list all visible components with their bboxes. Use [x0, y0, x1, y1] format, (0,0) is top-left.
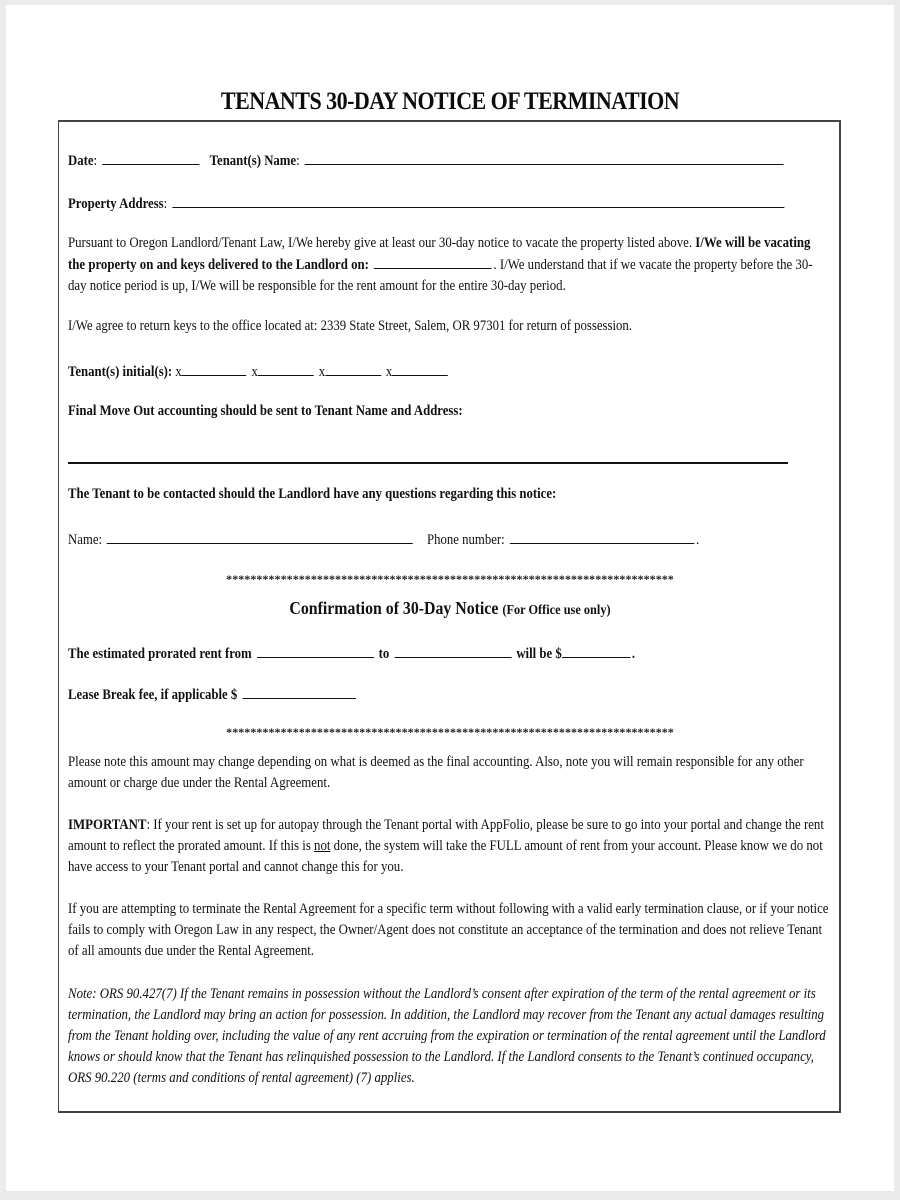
initial-field-1[interactable]	[182, 361, 247, 376]
contact-heading: The Tenant to be contacted should the Landlord have any questions regarding this notice:	[68, 486, 557, 502]
document-title: TENANTS 30-DAY NOTICE OF TERMINATION	[220, 88, 680, 115]
initial-field-4[interactable]	[392, 361, 448, 376]
phone-field[interactable]	[510, 529, 694, 544]
contact-name-field[interactable]	[107, 529, 413, 544]
tenant-name-label: Tenant(s) Name	[209, 153, 297, 169]
property-address-label: Property Address	[68, 196, 164, 212]
prorated-amount-field[interactable]	[562, 643, 630, 658]
prorated-to-field[interactable]	[394, 643, 511, 658]
ors-note-paragraph: Note: ORS 90.427(7) If the Tenant remains in possession without the Landlord’s consent after expiration of the term of the rental agreement or its termination, the Landlord may bring an action for possession. In addition, the Landlord may recover from the Tenant any actual damages resulting from the Tenant holding over, including the value of any rent accruing from the expiration or termination of the rental agreement until the Landlord knows or should know that the Tenant has relinquished possession to the Landlord. If the Landlord consents to the Tenant’s continued occupancy, ORS 90.220 (terms and conditions of rental agreement) (7) applies.	[68, 986, 826, 1086]
property-address-row: Property Address:	[68, 193, 786, 213]
phone-label: Phone number:	[427, 532, 505, 548]
date-field[interactable]	[102, 150, 199, 165]
amount-note-paragraph: Please note this amount may change depending on what is deemed as the final accounting. Also, note you will remain responsible for any other amount or charge due under the Rental Agreement.	[68, 754, 804, 791]
tenant-name-field[interactable]	[305, 150, 784, 165]
vacate-date-statement: I/We will be vacating the property on and keys delivered to the Landlord on:	[68, 235, 811, 273]
termination-clause-paragraph: If you are attempting to terminate the Rental Agreement for a specific term without following with a valid early termination clause, or if your notice fails to comply with Oregon Law in any respect, the Owner/Agent does not constitute an acceptance of the termination and does not relieve Tenant of all amounts due under the Rental Agreement.	[68, 901, 829, 959]
lease-break-fee-field[interactable]	[242, 684, 355, 699]
notice-paragraph: Pursuant to Oregon Landlord/Tenant Law, I/We hereby give at least our 30-day notice to vacate the property listed above. I/We will be vacating the property on and keys delivered to the Landlord on: . I/We understand that if we vacate the property before the 30-day notice period is up, I/We will be responsible for the rent amount for the entire 30-day period.	[68, 235, 813, 294]
initials-label: Tenant(s) initial(s):	[68, 364, 173, 380]
initials-row: Tenant(s) initial(s): x x x x	[68, 361, 450, 381]
separator-stars-2: **************************************************************************	[226, 725, 674, 739]
important-paragraph: IMPORTANT: If your rent is set up for autopay through the Tenant portal with AppFolio, please be sure to go into your portal and change the rent amount to reflect the prorated amount. If this is not done, the system will take the FULL amount of rent from your account. Please know we do not have access to your Tenant portal and cannot change this for you.	[68, 817, 824, 875]
property-address-field[interactable]	[172, 193, 784, 208]
initial-field-3[interactable]	[325, 361, 381, 376]
forwarding-address-field[interactable]	[68, 462, 788, 464]
date-label: Date	[68, 153, 94, 169]
important-label: IMPORTANT	[68, 817, 147, 833]
lease-break-row: Lease Break fee, if applicable $	[68, 684, 357, 704]
keys-return-text: I/We agree to return keys to the office located at: 2339 State Street, Salem, OR 97301 for return of possession.	[68, 318, 632, 334]
separator-stars-1: **************************************************************************	[226, 572, 674, 586]
prorated-rent-row: The estimated prorated rent from to will be $ .	[68, 643, 635, 663]
confirmation-title: Confirmation of 30-Day Notice (For Office use only)	[289, 598, 611, 618]
contact-name-label: Name:	[68, 532, 103, 548]
office-use-note: (For Office use only)	[502, 603, 611, 618]
vacate-date-field[interactable]	[374, 254, 492, 269]
final-move-out-heading: Final Move Out accounting should be sent to Tenant Name and Address:	[68, 403, 463, 419]
initial-field-2[interactable]	[258, 361, 314, 376]
date-tenant-row: Date: Tenant(s) Name:	[68, 150, 785, 170]
contact-row: Name: Phone number: .	[68, 529, 699, 549]
prorated-from-field[interactable]	[257, 643, 374, 658]
